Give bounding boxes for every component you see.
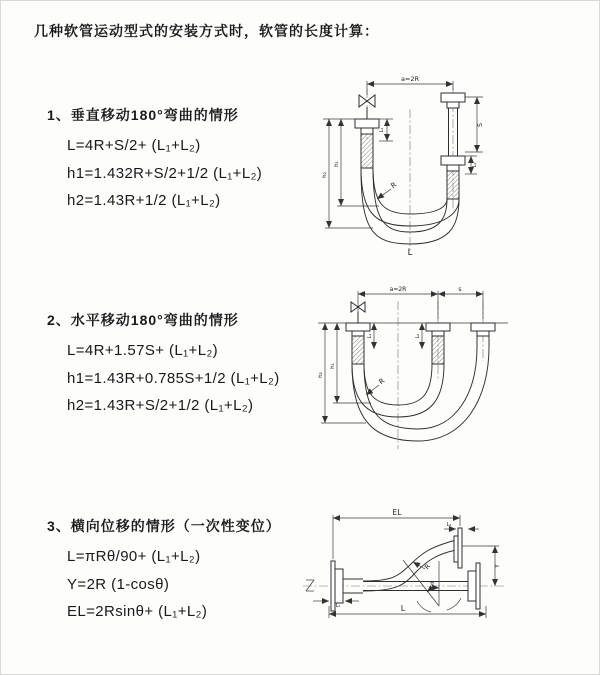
dim-r-label: R bbox=[389, 180, 399, 191]
upper-flange bbox=[454, 528, 462, 568]
dimension-l1 bbox=[313, 601, 359, 609]
formula-h2: h2=1.43R+1/2 (L₁+L₂) bbox=[67, 192, 221, 209]
formula-el: EL=2Rsinθ+ (L₁+L₂) bbox=[67, 603, 208, 620]
valve-icon bbox=[359, 95, 375, 119]
diagram-horizontal-bend bbox=[316, 281, 511, 459]
dimension-a2r bbox=[358, 286, 483, 319]
dim-h2-label: h₂ bbox=[318, 372, 324, 378]
diagram-lateral-displacement bbox=[299, 506, 509, 628]
formula-y: Y=2R (1-cosθ) bbox=[67, 575, 170, 593]
hose-curves bbox=[352, 347, 489, 441]
dimension-a2r bbox=[367, 75, 453, 95]
dimension-l bbox=[329, 604, 486, 618]
dim-r-label: R bbox=[422, 562, 432, 572]
dim-l1-label: L₁ bbox=[335, 603, 341, 609]
dim-y-label: Y bbox=[494, 564, 501, 568]
middle-pipe-fitting bbox=[426, 323, 450, 364]
section-vertical-bend bbox=[47, 105, 262, 215]
right-pipe-fitting bbox=[471, 323, 495, 347]
dim-theta-label: θ bbox=[430, 581, 434, 587]
dimension-h1 bbox=[330, 323, 371, 403]
section-2-heading: 2、水平移动180°弯曲的情形 bbox=[47, 312, 239, 328]
dim-length-label: L bbox=[407, 248, 413, 258]
dim-a2r-label: a=2R bbox=[400, 75, 420, 83]
section-horizontal-bend bbox=[47, 310, 280, 420]
dim-l2-label: L₂ bbox=[472, 162, 478, 168]
braided-hose-section bbox=[361, 134, 373, 168]
formula-h2: h2=1.43R+S/2+1/2 (L₁+L₂) bbox=[67, 397, 254, 414]
braided-hose-section bbox=[447, 171, 459, 199]
dim-l2-label: L₂ bbox=[446, 522, 452, 528]
section-1-formulas bbox=[67, 132, 262, 215]
section-3-heading: 3、横向位移的情形（一次性变位） bbox=[47, 518, 281, 534]
left-pipe-fitting bbox=[355, 119, 379, 168]
dim-l1-label: L₁ bbox=[367, 333, 373, 339]
hose-s-curve bbox=[363, 540, 456, 591]
formula-h1: h1=1.43R+0.785S+1/2 (L₁+L₂) bbox=[67, 369, 280, 387]
dimension-el bbox=[333, 508, 460, 559]
dimension-l2 bbox=[465, 156, 478, 174]
dimension-s bbox=[465, 97, 484, 152]
dim-h2-label: h₂ bbox=[322, 172, 328, 178]
right-flange bbox=[468, 563, 480, 609]
radius-callout bbox=[377, 181, 398, 199]
formula-length: L=πRθ/90+ (L₁+L₂) bbox=[67, 548, 201, 565]
dimension-l1 bbox=[379, 119, 393, 141]
radius-callout bbox=[366, 377, 386, 395]
dim-l-label: L bbox=[400, 604, 406, 613]
dimension-l2 bbox=[415, 323, 422, 349]
dim-el-label: EL bbox=[392, 508, 402, 517]
dim-l2-label: L₂ bbox=[415, 333, 421, 339]
dim-h1-label: h₁ bbox=[330, 363, 336, 369]
dim-l1-label: L₁ bbox=[379, 127, 385, 133]
formula-length: L=4R+1.57S+ (L₁+L₂) bbox=[67, 342, 219, 359]
section-3-formulas bbox=[67, 543, 281, 626]
diagram-vertical-bend bbox=[309, 61, 581, 257]
section-1-heading: 1、垂直移动180°弯曲的情形 bbox=[47, 107, 239, 123]
page-title: 几种软管运动型式的安装方式时，软管的长度计算： bbox=[34, 23, 379, 39]
braided-hose-section bbox=[432, 336, 444, 364]
braided-hose-section bbox=[352, 336, 364, 364]
dimension-s bbox=[438, 286, 483, 294]
left-pipe-fitting bbox=[346, 323, 370, 364]
section-2-formulas bbox=[67, 337, 280, 420]
formula-h1: h1=1.432R+S/2+1/2 (L₁+L₂) bbox=[67, 164, 263, 182]
dim-s-label: s bbox=[458, 286, 462, 293]
formula-length: L=4R+S/2+ (L₁+L₂) bbox=[67, 137, 201, 154]
dim-h1-label: h₁ bbox=[334, 161, 340, 167]
dim-s-label: S bbox=[477, 123, 484, 127]
datum-mark bbox=[306, 580, 314, 591]
radius-callout bbox=[413, 562, 432, 571]
dim-a2r-label: a=2R bbox=[389, 286, 407, 293]
dim-r-label: R bbox=[377, 376, 387, 387]
section-lateral-displacement bbox=[47, 516, 281, 626]
